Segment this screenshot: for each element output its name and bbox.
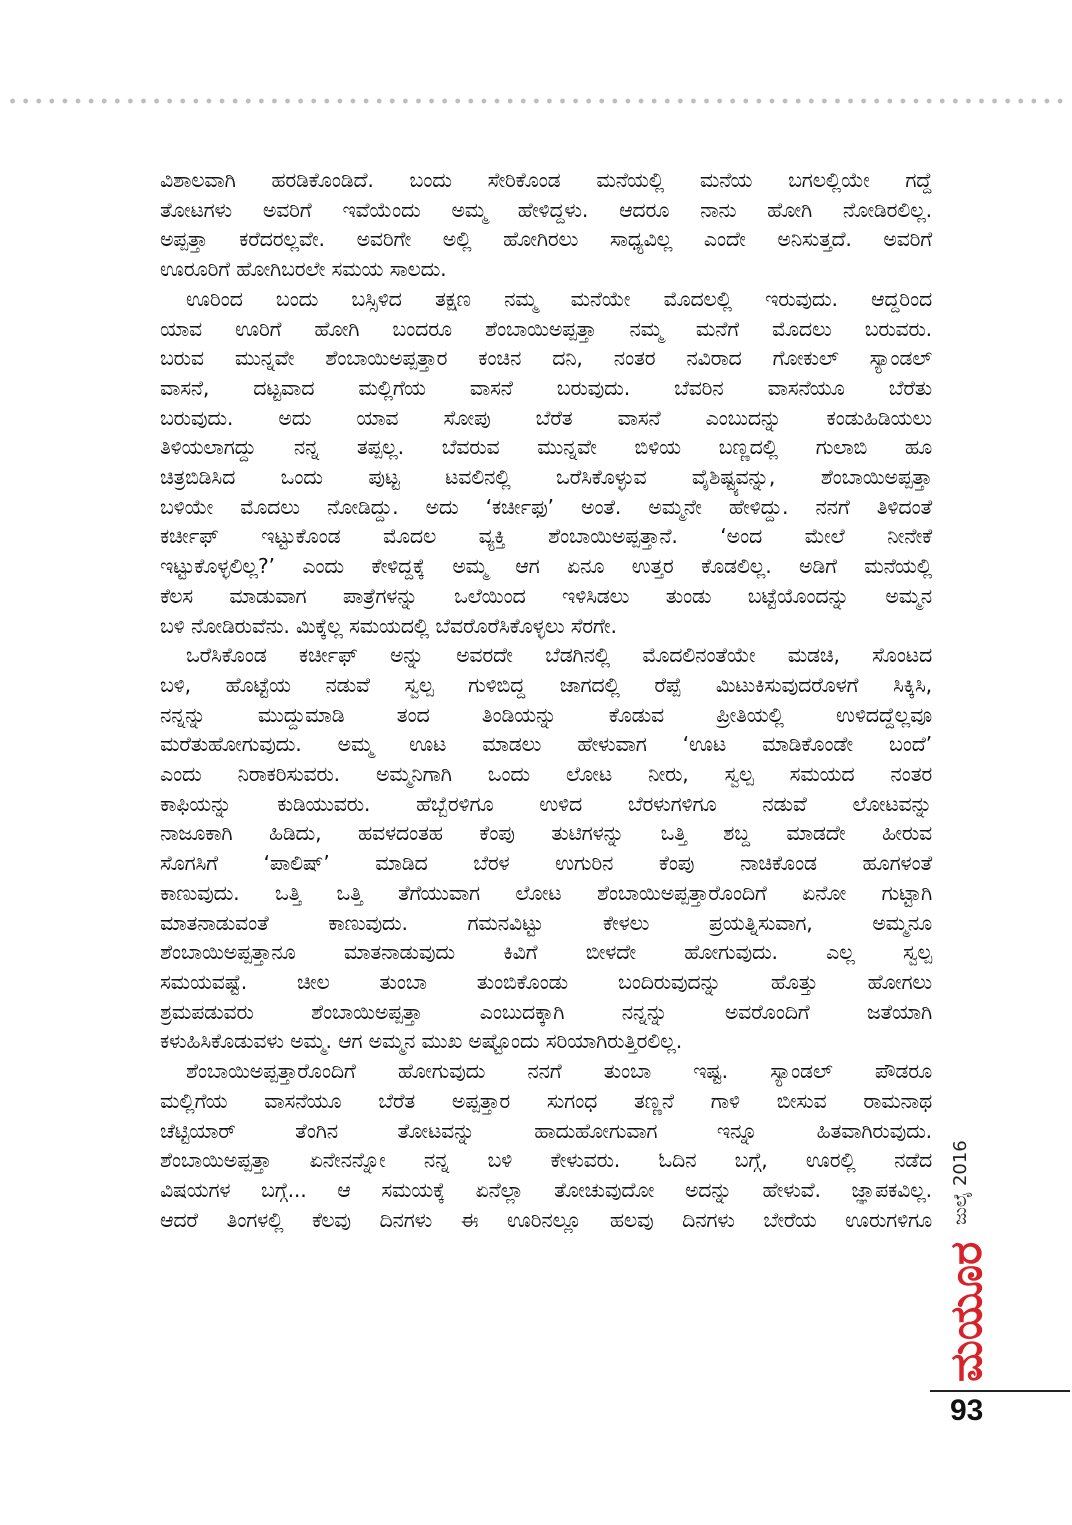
magazine-logo: ಮಯೂರ [941, 1241, 992, 1382]
text-line: ಬರುವ ಮುನ್ನವೇ ಶೆಂಬಾಯಿಅಪ್ಪತ್ತಾರ ಕಂಚಿನ ದನಿ, ನಂತರ ನವಿರಾದ ಗೋಕುಲ್ ಸ್ಯಾಂಡಲ್ [160, 346, 932, 371]
text-line: ಶೆಂಬಾಯಿಅಪ್ಪತ್ತಾ ಏನೇನನ್ನೋ ನನ್ನ ಬಳಿ ಕೇಳುವರು. ಓದಿನ ಬಗ್ಗೆ, ಊರಲ್ಲಿ ನಡೆದ [160, 1148, 932, 1173]
text-line: ಚಿತ್ರಬಿಡಿಸಿದ ಒಂದು ಪುಟ್ಟ ಟವಲಿನಲ್ಲಿ ಒರೆಸಿಕೊಳ್ಳುವ ವೈಶಿಷ್ಟ್ಯವನ್ನು, ಶೆಂಬಾಯಿಅಪ್ಪತ್ತಾ [160, 465, 932, 490]
text-line: ಕೆಲಸ ಮಾಡುವಾಗ ಪಾತ್ರೆಗಳನ್ನು ಒಲೆಯಿಂದ ಇಳಿಸಿಡಲು ತುಂಡು ಬಟ್ಟೆಯೊಂದನ್ನು ಅಮ್ಮನ [160, 583, 932, 608]
text-line: ಬಳಿಯೇ ಮೊದಲು ನೋಡಿದ್ದು. ಅದು ‘ಕರ್ಚೀಫು’ ಅಂತೆ. ಅಮ್ಮನೇ ಹೇಳಿದ್ದು. ನನಗೆ ತಿಳಿದಂತೆ [160, 494, 932, 519]
text-line: ಮರೆತುಹೋಗುವುದು. ಅಮ್ಮ ಊಟ ಮಾಡಲು ಹೇಳುವಾಗ ‘ಊಟ ಮಾಡಿಕೊಂಡೇ ಬಂದೆ’ [160, 732, 932, 757]
article-body [160, 166, 932, 1235]
text-line: ತೋಟಗಳು ಅವರಿಗೆ ಇವೆಯೆಂದು ಅಮ್ಮ ಹೇಳಿದ್ದಳು. ಆದರೂ ನಾನು ಹೋಗಿ ನೋಡಿರಲಿಲ್ಲ. [160, 197, 932, 222]
page-number-rule [930, 1390, 1070, 1392]
text-line: ಕಾಣುವುದು. ಒತ್ತಿ ಒತ್ತಿ ತೆಗೆಯುವಾಗ ಲೋಟ ಶೆಂಬಾಯಿಅಪ್ಪತ್ತಾರೊಂದಿಗೆ ಏನೋ ಗುಟ್ಟಾಗಿ [160, 880, 932, 905]
text-line: ಬಳಿ ನೋಡಿರುವೆನು. ಮಿಕ್ಕೆಲ್ಲ ಸಮಯದಲ್ಲಿ ಬೆವರೊರೆಸಿಕೊಳ್ಳಲು ಸೆರಗೇ. [160, 613, 617, 638]
text-line: ತಿಳಿಯಲಾಗದ್ದು ನನ್ನ ತಪ್ಪಲ್ಲ. ಬೆವರುವ ಮುನ್ನವೇ ಬಿಳಿಯ ಬಣ್ಣದಲ್ಲಿ ಗುಲಾಬಿ ಹೂ [160, 435, 932, 460]
paragraph-2 [160, 285, 932, 641]
text-line: ಅಪ್ಪತ್ತಾ ಕರೆದರಲ್ಲವೇ. ಅವರಿಗೇ ಅಲ್ಲಿ ಹೋಗಿರಲು ಸಾಧ್ಯವಿಲ್ಲ ಎಂದೇ ಅನಿಸುತ್ತದೆ. ಅವರಿಗೆ [160, 227, 932, 252]
paragraph-1 [160, 166, 932, 285]
text-line: ನನ್ನನ್ನು ಮುದ್ದುಮಾಡಿ ತಂದ ತಿಂಡಿಯನ್ನು ಕೊಡುವ ಪ್ರೀತಿಯಲ್ಲಿ ಉಳಿದದ್ದೆಲ್ಲವೂ [160, 702, 932, 727]
text-line: ಎಂದು ನಿರಾಕರಿಸುವರು. ಅಮ್ಮನಿಗಾಗಿ ಒಂದು ಲೋಟ ನೀರು, ಸ್ವಲ್ಪ ಸಮಯದ ನಂತರ [160, 762, 932, 787]
text-line: ಕಾಫಿಯನ್ನು ಕುಡಿಯುವರು. ಹೆಬ್ಬೆರಳಿಗೂ ಉಳಿದ ಬೆರಳುಗಳಿಗೂ ನಡುವೆ ಲೋಟವನ್ನು [160, 791, 932, 816]
text-line: ಊರೂರಿಗೆ ಹೋಗಿಬರಲೇ ಸಮಯ ಸಾಲದು. [160, 257, 447, 282]
text-line: ಸಮಯವಷ್ಟೆ. ಚೀಲ ತುಂಬಾ ತುಂಬಿಕೊಂಡು ಬಂದಿರುವುದನ್ನು ಹೊತ್ತು ಹೋಗಲು [160, 969, 932, 994]
text-line: ಸೊಗಸಿಗೆ ‘ಪಾಲಿಷ್’ ಮಾಡಿದ ಬೆರಳ ಉಗುರಿನ ಕೆಂಪು ನಾಚಿಕೊಂಡ ಹೂಗಳಂತೆ [160, 851, 932, 876]
paragraph-4 [160, 1057, 932, 1235]
text-line: ಶೆಂಬಾಯಿಅಪ್ಪತ್ತಾರೊಂದಿಗೆ ಹೋಗುವುದು ನನಗೆ ತುಂಬಾ ಇಷ್ಟ. ಸ್ಯಾಂಡಲ್ ಪೌಡರೂ [186, 1059, 932, 1084]
text-line: ಬರುವುದು. ಅದು ಯಾವ ಸೋಪು ಬೆರೆತ ವಾಸನೆ ಎಂಬುದನ್ನು ಕಂಡುಹಿಡಿಯಲು [160, 405, 932, 430]
text-line: ಇಟ್ಟುಕೊಳ್ಳಲಿಲ್ಲ?’ ಎಂದು ಕೇಳಿದ್ದಕ್ಕೆ ಅಮ್ಮ ಆಗ ಏನೂ ಉತ್ತರ ಕೊಡಲಿಲ್ಲ. ಅಡಿಗೆ ಮನೆಯಲ್ಲಿ [160, 554, 932, 579]
text-line: ಯಾವ ಊರಿಗೆ ಹೋಗಿ ಬಂದರೂ ಶೆಂಬಾಯಿಅಪ್ಪತ್ತಾ ನಮ್ಮ ಮನೆಗೆ ಮೊದಲು ಬರುವರು. [160, 316, 932, 341]
text-line: ಬಳಿ, ಹೊಟ್ಟೆಯ ನಡುವೆ ಸ್ವಲ್ಪ ಗುಳಿಬಿದ್ದ ಜಾಗದಲ್ಲಿ ರೆಪ್ಪೆ ಮಿಟುಕಿಸುವುದರೊಳಗೆ ಸಿಕ್ಕಿಸಿ, [160, 672, 932, 697]
text-line: ಊರಿಂದ ಬಂದು ಬಸ್ಸಿಳಿದ ತಕ್ಷಣ ನಮ್ಮ ಮನೆಯೇ ಮೊದಲಲ್ಲಿ ಇರುವುದು. ಆದ್ದರಿಂದ [186, 286, 932, 311]
text-line: ಚೆಟ್ಟಿಯಾರ್ ತೆಂಗಿನ ತೋಟವನ್ನು ಹಾದುಹೋಗುವಾಗ ಇನ್ನೂ ಹಿತವಾಗಿರುವುದು. [160, 1118, 932, 1143]
text-line: ವಿಶಾಲವಾಗಿ ಹರಡಿಕೊಂಡಿದೆ. ಬಂದು ಸೇರಿಕೊಂಡ ಮನೆಯಲ್ಲಿ ಮನೆಯ ಬಗಲಲ್ಲಿಯೇ ಗದ್ದೆ [160, 168, 932, 192]
text-line: ಶೆಂಬಾಯಿಅಪ್ಪತ್ತಾನೂ ಮಾತನಾಡುವುದು ಕಿವಿಗೆ ಬೀಳದೇ ಹೋಗುವುದು. ಎಲ್ಲ ಸ್ವಲ್ಪ [160, 940, 932, 965]
text-line: ಶ್ರಮಪಡುವರು ಶೆಂಬಾಯಿಅಪ್ಪತ್ತಾ ಎಂಬುದಕ್ಕಾಗಿ ನನ್ನನ್ನು ಅವರೊಂದಿಗೆ ಜತೆಯಾಗಿ [160, 999, 932, 1024]
text-line: ಮಲ್ಲಿಗೆಯ ವಾಸನೆಯೂ ಬೆರೆತ ಅಪ್ಪತ್ತಾರ ಸುಗಂಧ ತಣ್ಣನೆ ಗಾಳಿ ಬೀಸುವ ರಾಮನಾಥ [160, 1088, 932, 1113]
text-line: ಒರೆಸಿಕೊಂಡ ಕರ್ಚೀಫ್ ಅನ್ನು ಅವರದೇ ಬೆಡಗಿನಲ್ಲಿ ಮೊದಲಿನಂತೆಯೇ ಮಡಚಿ, ಸೊಂಟದ [186, 643, 932, 668]
issue-month: ಜುಲೈ 2016 [950, 1140, 971, 1225]
dotted-top-rule [6, 97, 1066, 105]
paragraph-3 [160, 641, 932, 1057]
text-line: ಮಾತನಾಡುವಂತೆ ಕಾಣುವುದು. ಗಮನವಿಟ್ಟು ಕೇಳಲು ಪ್ರಯತ್ನಿಸುವಾಗ, ಅಮ್ಮನೂ [160, 910, 932, 935]
text-line: ಕಳುಹಿಸಿಕೊಡುವಳು ಅಮ್ಮ. ಆಗ ಅಮ್ಮನ ಮುಖ ಅಷ್ಟೊಂದು ಸರಿಯಾಗಿರುತ್ತಿರಲಿಲ್ಲ. [160, 1029, 683, 1054]
text-line: ಆದರೆ ತಿಂಗಳಲ್ಲಿ ಕೆಲವು ದಿನಗಳು ಈ ಊರಿನಲ್ಲೂ ಹಲವು ದಿನಗಳು ಬೇರೆಯ ಊರುಗಳಿಗೂ [160, 1207, 932, 1232]
text-line: ವಿಷಯಗಳ ಬಗ್ಗೆ... ಆ ಸಮಯಕ್ಕೆ ಏನೆಲ್ಲಾ ತೋಚುವುದೋ ಅದನ್ನು ಹೇಳುವೆ. ಜ್ಞಾಪಕವಿಲ್ಲ. [160, 1177, 932, 1202]
text-line: ಕರ್ಚೀಫ್ ಇಟ್ಟುಕೊಂಡ ಮೊದಲ ವ್ಯಕ್ತಿ ಶೆಂಬಾಯಿಅಪ್ಪತ್ತಾನೆ. ‘ಅಂದ ಮೇಲೆ ನೀನೇಕೆ [160, 524, 932, 549]
page-number: 93 [950, 1394, 984, 1427]
text-line: ವಾಸನೆ, ದಟ್ಟವಾದ ಮಲ್ಲಿಗೆಯ ವಾಸನೆ ಬರುವುದು. ಬೆವರಿನ ವಾಸನೆಯೂ ಬೆರೆತು [160, 375, 932, 400]
text-line: ನಾಜೂಕಾಗಿ ಹಿಡಿದು, ಹವಳದಂತಹ ಕೆಂಪು ತುಟಿಗಳನ್ನು ಒತ್ತಿ ಶಬ್ದ ಮಾಡದೇ ಹೀರುವ [160, 821, 932, 846]
